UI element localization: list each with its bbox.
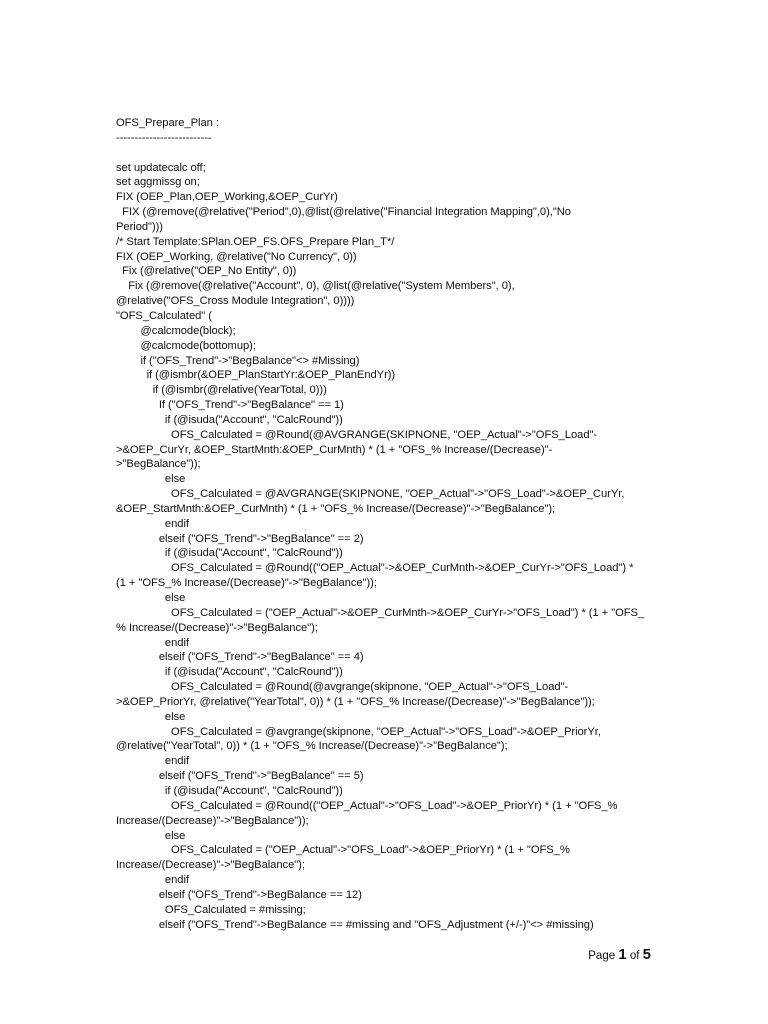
text-line: -------------------------- [116,131,212,144]
text-line: set updatecalc off; [116,161,206,174]
text-line: OFS_Calculated = @Round(@avgrange(skipnone, "OEP_Actual"->"OFS_Load"- [116,681,569,694]
page-footer [588,946,651,963]
text-line: OFS_Calculated = @Round(("OEP_Actual"->&OEP_CurMnth->&OEP_CurYr->"OFS_Load") * [116,562,634,575]
text-line: "OFS_Calculated" ( [116,309,212,322]
text-line: if (@isuda("Account", "CalcRound")) [116,547,343,560]
text-line: >&OEP_CurYr, &OEP_StartMnth:&OEP_CurMnth) * (1 + "OFS_% Increase/(Decrease)"- [116,443,553,456]
text-line: If ("OFS_Trend"->"BegBalance" == 1) [116,399,344,412]
text-line: % Increase/(Decrease)"->"BegBalance"); [116,621,318,634]
text-line: if (@ismbr(&OEP_PlanStartYr:&OEP_PlanEndYr)) [116,369,396,382]
text-line: @calcmode(block); [116,324,236,337]
text-line: endif [116,517,189,530]
text-line: if (@isuda("Account", "CalcRound")) [116,666,343,679]
text-line: else [116,829,186,842]
text-line: elseif ("OFS_Trend"->BegBalance == #missing and "OFS_Adjustment (+/-)"<> #missing) [116,918,594,931]
text-line: /* Start Template:SPlan.OEP_FS.OFS_Prepare Plan_T*/ [116,235,395,248]
text-line: endif [116,874,189,887]
text-line: OFS_Calculated = @Round(@AVGRANGE(SKIPNONE, "OEP_Actual"->"OFS_Load"- [116,428,598,441]
text-line: if (@isuda("Account", "CalcRound")) [116,413,343,426]
text-line: OFS_Calculated = #missing; [116,903,306,916]
text-line: OFS_Prepare_Plan : [116,117,219,129]
text-line: @calcmode(bottomup); [116,339,256,352]
text-line: elseif ("OFS_Trend"->"BegBalance" == 5) [116,770,364,783]
text-line: FIX (OEP_Working, @relative("No Currency", 0)) [116,250,357,263]
text-line: Increase/(Decrease)"->"BegBalance")); [116,814,309,827]
text-line: endif [116,636,189,649]
text-line: @relative("YearTotal", 0)) * (1 + "OFS_% Increase/(Decrease)"->"BegBalance"); [116,740,508,753]
text-line: if ("OFS_Trend"->"BegBalance"<> #Missing) [116,354,360,367]
text-line: FIX (OEP_Plan,OEP_Working,&OEP_CurYr) [116,191,338,204]
text-line: OFS_Calculated = ("OEP_Actual"->&OEP_CurMnth->&OEP_CurYr->"OFS_Load") * (1 + "OFS_ [116,606,645,619]
text-line: OFS_Calculated = @avgrange(skipnone, "OEP_Actual"->"OFS_Load"->&OEP_PriorYr, [116,725,601,738]
text-line: (1 + "OFS_% Increase/(Decrease)"->"BegBalance")); [116,577,377,590]
text-line: Increase/(Decrease)"->"BegBalance"); [116,859,305,872]
text-line: if (@isuda("Account", "CalcRound")) [116,784,343,797]
text-line [116,146,661,161]
text-line: &OEP_StartMnth:&OEP_CurMnth) * (1 + "OFS_% Increase/(Decrease)"->"BegBalance"); [116,502,556,515]
of-label: of [629,950,640,962]
text-line: endif [116,755,189,768]
text-line: OFS_Calculated = @AVGRANGE(SKIPNONE, "OEP_Actual"->"OFS_Load"->&OEP_CurYr, [116,488,625,501]
text-line: else [116,592,186,604]
text-line: Period"))) [116,220,163,233]
current-page-number: 1 [618,946,627,963]
text-line: >"BegBalance")); [116,458,201,471]
text-line: elseif ("OFS_Trend"->"BegBalance" == 2) [116,532,364,545]
text-line: OFS_Calculated = ("OEP_Actual"->"OFS_Load"->&OEP_PriorYr) * (1 + "OFS_% [116,844,570,857]
text-line: >&OEP_PriorYr, @relative("YearTotal", 0)) * (1 + "OFS_% Increase/(Decrease)"->"BegBalance")); [116,695,595,708]
text-line: FIX (@remove(@relative("Period",0),@list(@relative("Financial Integration Mapping",0),"No [116,206,571,219]
total-pages-number: 5 [642,946,651,963]
text-line: Fix (@remove(@relative("Account", 0), @list(@relative("System Members", 0), [116,280,515,293]
text-line: OFS_Calculated = @Round(("OEP_Actual"->"OFS_Load"->&OEP_PriorYr) * (1 + "OFS_% [116,799,618,812]
text-line: else [116,710,186,723]
text-line: Fix (@relative("OEP_No Entity", 0)) [116,265,297,278]
text-line: @relative("OFS_Cross Module Integration", 0)))) [116,295,355,308]
document-body [116,116,661,932]
text-line: else [116,473,186,486]
page-label: Page [588,950,616,962]
text-line: if (@ismbr(@relative(YearTotal, 0))) [116,384,327,397]
text-line: elseif ("OFS_Trend"->BegBalance == 12) [116,888,362,901]
text-line: set aggmissg on; [116,176,200,189]
text-line: elseif ("OFS_Trend"->"BegBalance" == 4) [116,651,364,664]
